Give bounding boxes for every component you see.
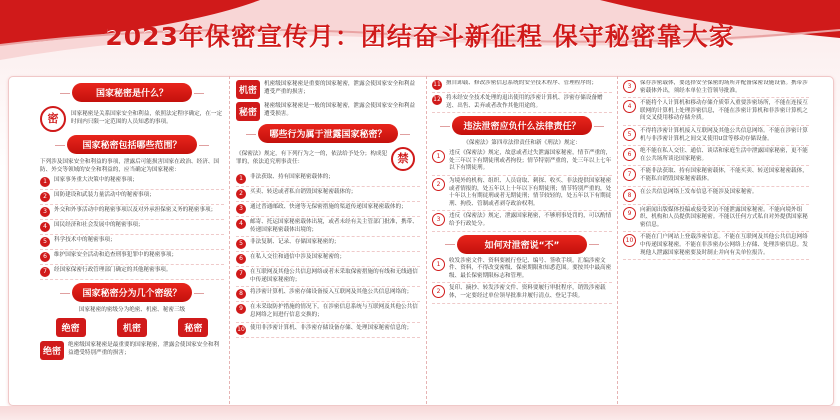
number-badge: 9 [236,304,246,314]
levels-intro: 国家秘密的密级分为绝密、机密、秘密三级 [78,307,186,313]
list-item: 5 非法复制、记录、存储国家秘密的； [236,239,420,252]
number-badge: 7 [40,267,50,277]
list-item: 6 绝不能在私人交往、通信、谈话和家庭生活中泄露国家秘密，更不能在公共场所谈论国家秘密。 [623,148,809,166]
number-badge: 1 [40,177,50,187]
number-badge: 6 [40,252,50,262]
column-divider [426,76,428,404]
section-heading-leak-behaviors: 哪些行为属于泄露国家秘密？ [258,124,398,143]
number-badge: 1 [432,150,445,163]
section-heading-what-is-secret: 国家秘密是什么？ [72,83,192,102]
forbidden-seal-icon: 禁 [391,147,415,171]
number-badge: 6 [236,254,246,264]
list-item: 5 科学技术中的秘密事项； [40,237,224,250]
confidential-block [236,80,420,99]
list-item: 7 在互联网及其他公共信息网络或者未采取保密措施的有线和无线通信中传递国家秘密的； [236,269,420,287]
confidential-tag: 机密 [236,80,260,99]
page-title: 2023年保密宣传月：团结奋斗新征程 保守秘密靠大家 [105,22,735,51]
leak-intro-block [236,147,420,171]
column-1 [40,80,224,402]
column-4 [623,80,809,402]
number-badge: 7 [236,269,246,279]
list-item: 3 外交和外事活动中的秘密事项以及对外承担保密义务的秘密事项； [40,207,224,220]
bottom-band-decoration [0,406,840,420]
number-badge: 8 [623,189,636,202]
leak-intro: 《保密法》规定，有下列行为之一的，依法给予处分；构成犯罪的，依法追究刑事责任： [236,150,388,165]
column-divider [229,76,231,404]
number-badge: 1 [236,174,246,184]
list-item: 1 国家事务重大决策中的秘密事项； [40,177,224,190]
section-heading-levels: 国家秘密分为几个密级？ [72,283,192,302]
number-badge: 7 [623,168,636,181]
definition-text: 国家秘密是关系国家安全和利益，依照法定程序确定，在一定时间内只限一定范围的人员知悉的事项。 [71,110,223,125]
list-item: 4 国民经济和社会发展中的秘密事项； [40,222,224,235]
section-heading-scope: 国家秘密包括哪些范围？ [67,135,197,154]
secret-block [236,102,420,121]
level-badge-confidential: 机密 [117,318,147,337]
number-badge: 10 [237,325,245,333]
column-2 [236,80,420,402]
list-item: 3 违反《保密法》规定，泄露国家秘密，不够刑事处罚的，可以酌情给予行政处分。 [432,213,612,231]
number-badge: 3 [432,213,445,226]
list-item: 5 不得将涉密计算机接入互联网及其他公共信息网络。不能在涉密计算机与非涉密计算机之间交叉使用U盘等移动存储设备。 [623,128,809,146]
list-item: 1 非法获取、持有国家秘密载体的； [236,174,420,187]
number-badge: 4 [236,219,246,229]
list-item: 1 违反《保密法》规定，故意或者过失泄露国家秘密，情节严重的，处三年以下有期徒刑或者拘役；情节特别严重的，处三年以上七年以下有期徒刑。 [432,150,612,176]
number-badge: 10 [623,234,636,247]
list-item: 2 复印、摘抄、转发涉密文件、资料要履行审批程序，销毁涉密载体，一定要经过单位领导批准并履行清点、登记手续。 [432,285,612,303]
list-item: 10 不能在门户网站上登载涉密信息。不能在互联网及其他公共信息网络中传递国家秘密。不能在非涉密办公网络上存储、处理涉密信息。发现他人泄露国家秘密要及时制止并向有关单位报告。 [623,234,809,260]
section-heading-legal-liability: 违法泄密应负什么法律责任？ [452,116,592,135]
number-badge: 3 [623,80,636,93]
list-item: 2 为境外的机构、组织、人员窃取、刺探、收买、非法提供国家秘密或者情报的，处五年以上十年以下有期徒刑；情节特别严重的，处十年以上有期徒刑或者无期徒刑；情节较轻的，处五年以下有期徒刑、拘役、管制或者剥夺政治权利。 [432,178,612,211]
number-badge: 9 [623,207,636,220]
list-item: 8 在公共信息网络上发布信息不能涉及国家秘密。 [623,189,809,205]
list-item: 9 向新闻出版媒体投稿或接受采访不能泄露国家秘密。不能向境外组织、机构和人员提供国家秘密。不能以任何方式私自对外提供国家秘密信息。 [623,207,809,233]
list-item: 1 收发涉密文件、资料要履行登记、编号、签收手续。汇编涉密文件、资料，不得改变密级、保密期限和知悉范围。要按其中最高密级、最长保密期限标志和管理。 [432,258,612,284]
number-badge: 3 [40,207,50,217]
number-badge: 5 [40,237,50,247]
list-item: 8 将涉密计算机、涉密存储设备接入互联网及其他公共信息网络的； [236,289,420,302]
list-item: 7 经国家保密行政管理部门确定的其他秘密事项。 [40,267,224,280]
number-badge: 5 [623,128,636,141]
definition-block [40,106,224,132]
number-badge: 11 [433,81,441,88]
list-item: 7 不能非法获取、持有国家秘密载体，不能买卖、转送国家秘密载体，不能私自销毁国家秘密载体。 [623,168,809,186]
number-badge: 2 [236,189,246,199]
list-item: 3 通过普通邮政、快递等无保密措施的渠道传递国家秘密载体的； [236,204,420,217]
list-item: 6 维护国家安全活动和追查刑事犯罪中的秘密事项； [40,252,224,265]
number-badge: 3 [236,204,246,214]
list-item: 4 不能将个人计算机和移动存储介质带入重要涉密场所，不能在连接互联网的计算机上处理涉密信息，不能在涉密计算机和非涉密计算机之间交叉使用移动存储介质。 [623,100,809,126]
list-item: 3 保存涉密载体，要选择安全保密的场所并配备保密设施设备。携带涉密载体外出，须经本单位主管领导批准。 [623,80,809,98]
legal-intro: 《保密法》第四章法律责任和新《刑法》规定： [463,140,581,147]
list-item: 11 擅自卸载、修改涉密信息系统的安全技术程序、管理程序的； [432,80,612,93]
secret-tag: 秘密 [236,102,260,121]
levels-row [40,318,224,337]
number-badge: 4 [623,100,636,113]
secret-text: 秘密级国家秘密是一般的国家秘密，泄露会使国家安全和利益遭受损害。 [264,103,416,117]
top-secret-block [40,341,224,360]
number-badge: 1 [432,258,445,271]
list-item: 2 国防建设和武装力量活动中的秘密事项； [40,192,224,205]
top-secret-tag: 绝密 [40,341,64,360]
secret-seal-icon: 密 [40,106,66,132]
number-badge: 5 [236,239,246,249]
number-badge: 2 [40,192,50,202]
column-3 [432,80,612,402]
column-divider [617,76,619,404]
level-badge-secret: 秘密 [178,318,208,337]
top-secret-text: 绝密级国家秘密是最重要的国家秘密，泄露会使国家安全和利益遭受特别严重的损害； [68,342,220,356]
list-item: 12 将未经安全技术处理的退出使用的涉密计算机、涉密存储设备赠送、出售、丢弃或者改作其他用途的。 [432,95,612,113]
confidential-text: 机密级国家秘密是重要的国家秘密，泄露会使国家安全和利益遭受严重的损害； [264,81,416,95]
scope-intro: 下列涉及国家安全和利益的事项，泄露后可能损害国家在政治、经济、国防、外交等领域的安全和利益的，应当确定为国家秘密： [40,159,220,173]
level-badge-top-secret: 绝密 [56,318,86,337]
list-item: 4 邮寄、托运国家秘密载体出境，或者未经有关主管部门批准，携带、传递国家秘密载体出境的； [236,219,420,237]
list-item: 9 在未采取防护措施的情况下，在涉密信息系统与互联网及其他公共信息网络之间进行信息交换的； [236,304,420,322]
list-item: 2 买卖、转送或者私自销毁国家秘密载体的； [236,189,420,202]
number-badge: 6 [623,148,636,161]
number-badge: 12 [433,96,441,103]
number-badge: 2 [432,178,445,191]
list-item: 6 在私人交往和通信中涉及国家秘密的； [236,254,420,267]
number-badge: 2 [432,285,445,298]
section-heading-say-no: 如何对泄密说“不” [457,235,587,254]
number-badge: 4 [40,222,50,232]
number-badge: 8 [236,289,246,299]
list-item: 10 使用非涉密计算机、非涉密存储设备存储、处理国家秘密信息的； [236,325,420,338]
